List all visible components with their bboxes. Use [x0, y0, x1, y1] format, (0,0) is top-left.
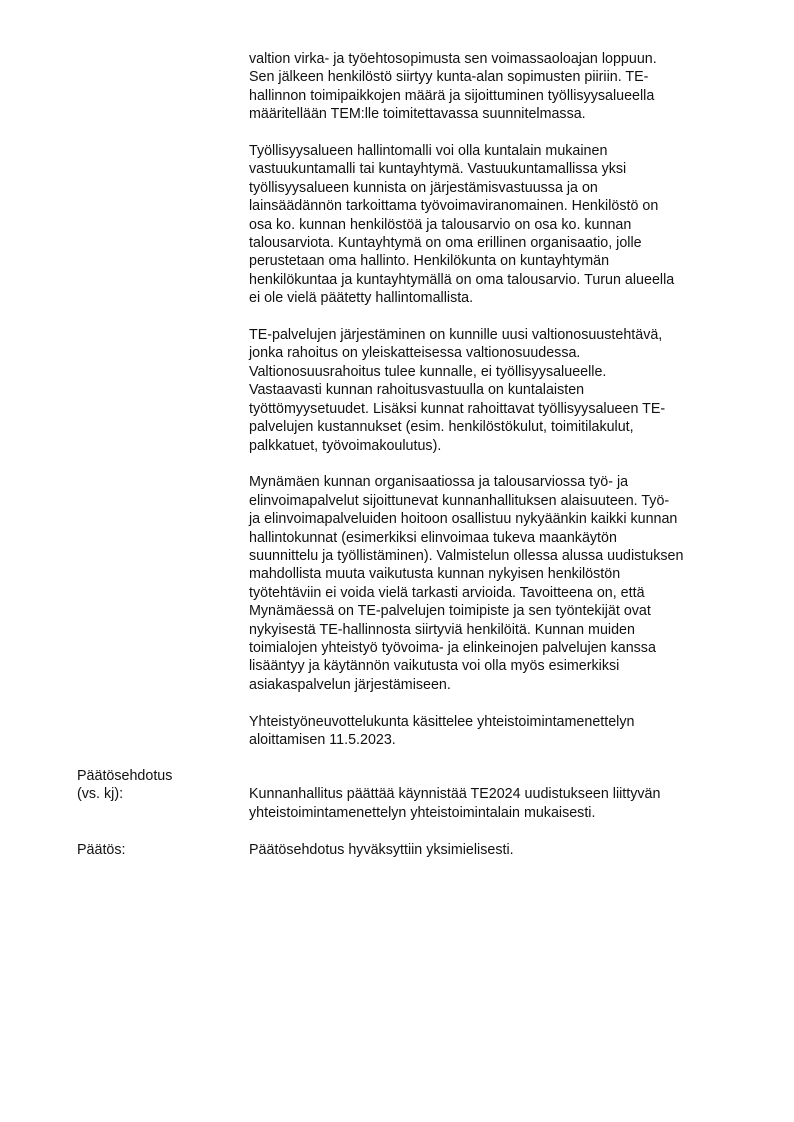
text-line: Kunnanhallitus päättää käynnistää TE2024 uudistukseen liittyvän [249, 786, 661, 803]
text-line: Vastaavasti kunnan rahoitusvastuulla on kuntalaisten [249, 382, 585, 399]
text-line: määritellään TEM:lle toimitettavassa suunnitelmassa. [249, 106, 586, 123]
decision-proposal-text [249, 785, 749, 822]
paragraph-te-staff-transfer [249, 50, 739, 124]
text-line: Mynämäessä on TE-palvelujen toimipiste ja sen työntekijät ovat [249, 603, 651, 620]
text-line: vastuukuntamalli tai kuntayhtymä. Vastuukuntamallissa yksi [249, 161, 627, 178]
text-line: Sen jälkeen henkilöstö siirtyy kunta-alan sopimusten piiriin. TE- [249, 69, 649, 86]
text-line: elinvoimapalvelut sijoittunevat kunnanhallituksen alaisuuteen. Työ- [249, 492, 670, 509]
text-line: palkkatuet, työvoimakoulutus). [249, 437, 442, 454]
text-line: ja elinvoimapalveluiden hoitoon osallistuu nykyäänkin kaikki kunnan [249, 511, 678, 528]
decision-text [249, 841, 749, 859]
decision-proposal-label [77, 767, 247, 804]
text-line: toimialojen yhteistyö työvoima- ja elinkeinojen palvelujen kanssa [249, 639, 656, 656]
text-line: yhteistoimintamenettelyn yhteistoimintalain mukaisesti. [249, 804, 596, 821]
text-line: nykyisestä TE-hallinnosta siirtyviä henkilöitä. Kunnan muiden [249, 621, 635, 638]
paragraph-cooperation-committee [249, 713, 739, 750]
text-line: suunnittelu ja työllistäminen). Valmistelun ollessa alussa uudistuksen [249, 547, 684, 564]
text-line: lisääntyy ja käytännön vaikutusta voi olla myös esimerkiksi [249, 658, 620, 675]
text-line: mahdollista muuta vaikutusta kunnan nykyisen henkilöstön [249, 566, 621, 583]
text-line: hallinnon toimipaikkojen määrä ja sijoittuminen työllisyysalueella [249, 87, 655, 104]
text-line: Päätösehdotus hyväksyttiin yksimielisesti. [249, 842, 514, 858]
label-line: Päätös: [77, 842, 126, 858]
text-line: Valtionosuusrahoitus tulee kunnalle, ei työllisyysalueelle. [249, 363, 607, 380]
text-line: työtehtäviin ei voida vielä tarkasti arvioida. Tavoitteena on, että [249, 584, 645, 601]
label-line: Päätösehdotus [77, 768, 173, 784]
text-line: aloittamisen 11.5.2023. [249, 731, 396, 748]
paragraph-governance-model [249, 142, 739, 308]
text-line: valtion virka- ja työehtosopimusta sen voimassaoloajan loppuun. [249, 51, 657, 67]
text-line: Mynämäen kunnan organisaatiossa ja talousarviossa työ- ja [249, 474, 629, 491]
label-line: (vs. kj): [77, 786, 124, 803]
text-line: asiakaspalvelun järjestämiseen. [249, 676, 451, 693]
text-line: TE-palvelujen järjestäminen on kunnille uusi valtionosuustehtävä, [249, 327, 663, 344]
text-line: Työllisyysalueen hallintomalli voi olla kuntalain mukainen [249, 143, 608, 160]
decision-label [77, 841, 247, 859]
text-line: palvelujen kustannukset (esim. henkilöstökulut, toimitilakulut, [249, 419, 634, 436]
text-line: ei ole vielä päätetty hallintomallista. [249, 290, 474, 307]
text-line: osa ko. kunnan henkilöstöä ja talousarvio on osa ko. kunnan [249, 216, 632, 233]
text-line: hallintokunnat (esimerkiksi elinvoimaa tukeva maankäytön [249, 529, 617, 546]
paragraph-mynamaki-organisation [249, 473, 739, 694]
body-text-column [249, 50, 739, 768]
text-line: jonka rahoitus on yleiskatteisessa valtionosuudessa. [249, 345, 581, 362]
paragraph-funding [249, 326, 739, 455]
text-line: lainsäädännön tarkoittama työvoimaviranomainen. Henkilöstö on [249, 198, 659, 215]
text-line: työllisyysalueen kunnista on järjestämisvastuussa ja on [249, 179, 598, 196]
text-line: Yhteistyöneuvottelukunta käsittelee yhteistoimintamenettelyn [249, 713, 635, 730]
text-line: talousarviota. Kuntayhtymä on oma erillinen organisaatio, jolle [249, 235, 642, 252]
text-line: työttömyysetuudet. Lisäksi kunnat rahoittavat työllisyysalueen TE- [249, 400, 666, 417]
text-line: henkilökuntaa ja kuntayhtymällä on oma talousarvio. Turun alueella [249, 271, 675, 288]
text-line: perustetaan oma hallinto. Henkilökunta on kuntayhtymän [249, 253, 610, 270]
